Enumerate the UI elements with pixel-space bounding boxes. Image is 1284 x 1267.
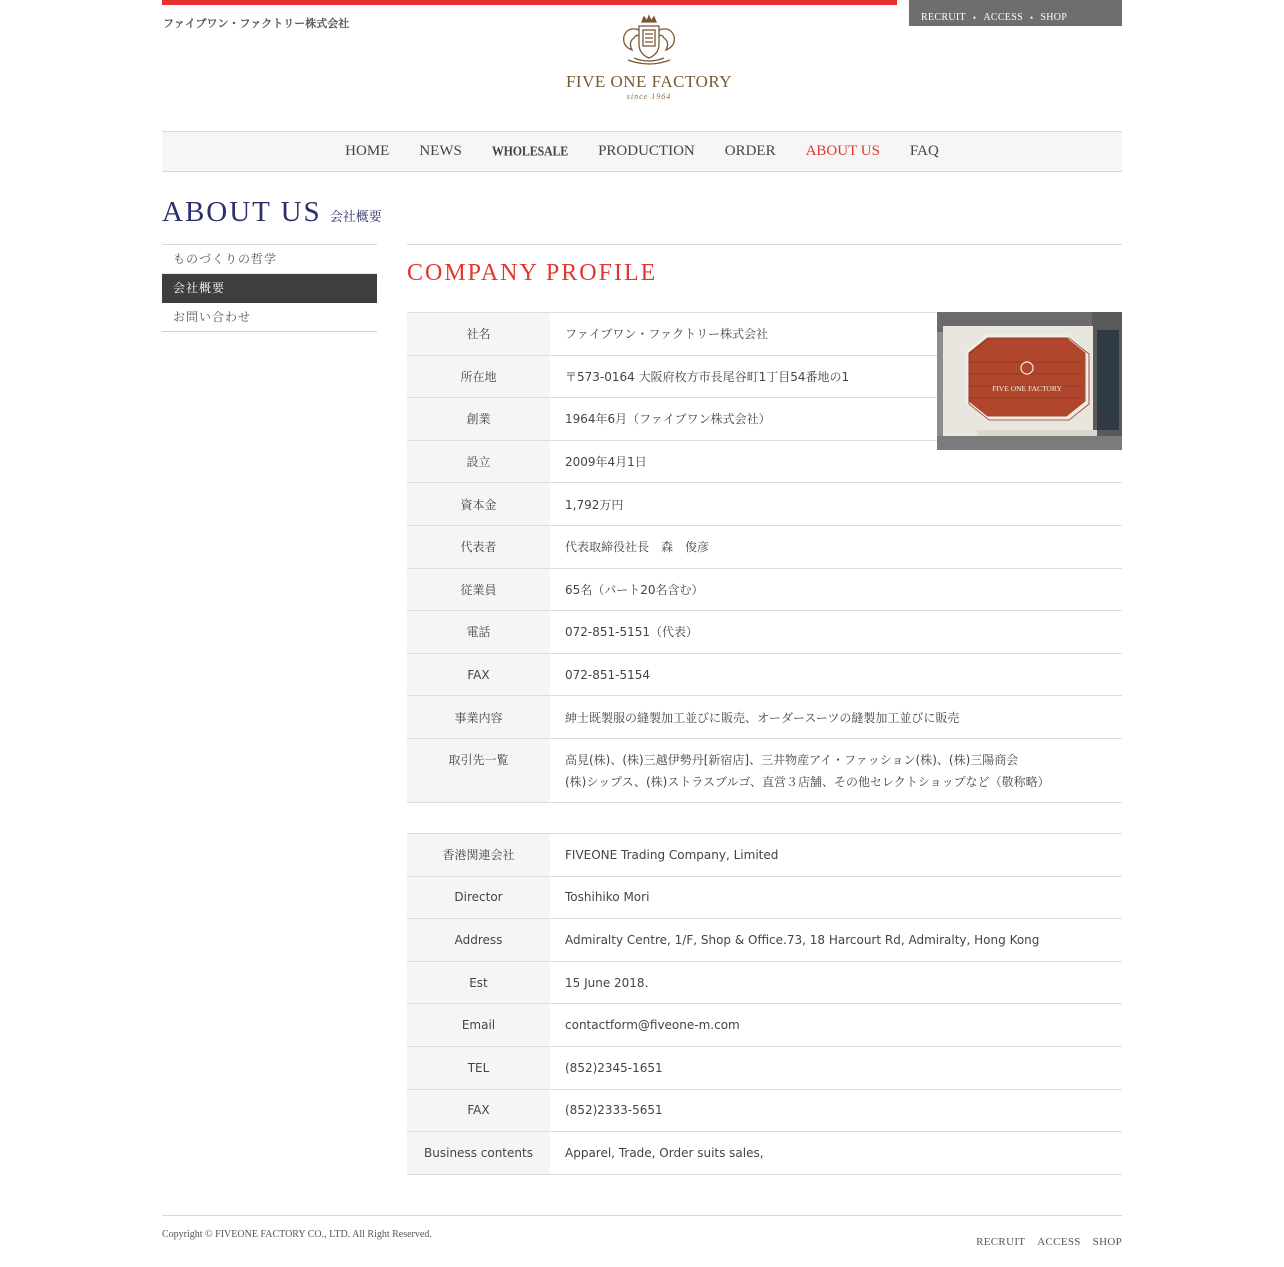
row-label: FAX <box>407 1089 550 1132</box>
row-label: 香港関連会社 <box>407 834 550 877</box>
row-label: 社名 <box>407 313 550 356</box>
row-label: 事業内容 <box>407 696 550 739</box>
table-row <box>407 696 1122 739</box>
table-row <box>407 568 1122 611</box>
row-value: FIVEONE Trading Company, Limited <box>550 834 1122 877</box>
row-value: (852)2333-5651 <box>550 1089 1122 1132</box>
sidebar-item-contact[interactable]: お問い合わせ <box>162 303 377 332</box>
row-value: 65名（パート20名含む） <box>550 568 1122 611</box>
footer-divider <box>162 1215 1122 1216</box>
table-row <box>407 919 1122 962</box>
row-label: 取引先一覧 <box>407 738 550 802</box>
logo-name: FIVE ONE FACTORY <box>565 72 733 91</box>
page-title-jp: 会社概要 <box>329 210 382 225</box>
nav-news[interactable]: NEWS <box>419 143 462 159</box>
table-row <box>407 1132 1122 1175</box>
table-row <box>407 876 1122 919</box>
row-value: 〒573-0164 大阪府枚方市長尾谷町1丁目54番地の1 <box>550 355 1122 398</box>
table-row <box>407 738 1122 802</box>
sign-text: FIVE ONE FACTORY <box>992 384 1062 393</box>
row-label: 電話 <box>407 611 550 654</box>
top-link-recruit[interactable]: RECRUIT <box>921 12 966 23</box>
row-label: 設立 <box>407 440 550 483</box>
copyright: Copyright © FIVEONE FACTORY CO., LTD. All Right Reserved. <box>162 1229 432 1240</box>
row-label: 資本金 <box>407 483 550 526</box>
nav-home[interactable]: HOME <box>345 143 390 159</box>
row-value: 紳士既製服の縫製加工並びに販売、オーダースーツの縫製加工並びに販売 <box>550 696 1122 739</box>
sidebar-nav <box>162 244 377 332</box>
row-label: Director <box>407 876 550 919</box>
top-red-bar <box>162 0 897 5</box>
footer-link-shop[interactable]: SHOP <box>1092 1236 1122 1248</box>
top-link-shop[interactable]: SHOP <box>1040 12 1068 23</box>
site-logo[interactable] <box>562 14 736 104</box>
sidebar-item-company-overview[interactable]: 会社概要 <box>162 274 377 303</box>
table-row <box>407 483 1122 526</box>
table-row <box>407 611 1122 654</box>
building-sign-image <box>937 312 1122 450</box>
footer-link-access[interactable]: ACCESS <box>1037 1236 1081 1248</box>
page-title-en: ABOUT US <box>162 196 322 228</box>
separator-dot: • <box>1029 13 1034 23</box>
footer-links <box>976 1236 1122 1248</box>
row-label: Email <box>407 1004 550 1047</box>
row-label: 従業員 <box>407 568 550 611</box>
row-value: Apparel, Trade, Order suits sales, <box>550 1132 1122 1175</box>
row-value: contactform@fiveone-m.com <box>550 1004 1122 1047</box>
row-label: Business contents <box>407 1132 550 1175</box>
row-label: 所在地 <box>407 355 550 398</box>
section-heading: COMPANY PROFILE <box>407 260 658 286</box>
crest-icon <box>614 14 684 70</box>
row-value: 代表取締役社長 森 俊彦 <box>550 525 1122 568</box>
page-title <box>162 196 382 229</box>
table-row <box>407 1004 1122 1047</box>
row-value: 072-851-5154 <box>550 653 1122 696</box>
nav-about-us[interactable]: ABOUT US <box>805 143 880 159</box>
row-label: FAX <box>407 653 550 696</box>
nav-faq[interactable]: FAQ <box>909 143 939 159</box>
table-row <box>407 1046 1122 1089</box>
table-row <box>407 525 1122 568</box>
row-value: 15 June 2018. <box>550 961 1122 1004</box>
row-label: Address <box>407 919 550 962</box>
row-value: Toshihiko Mori <box>550 876 1122 919</box>
top-link-access[interactable]: ACCESS <box>983 12 1023 23</box>
row-value <box>550 738 1122 802</box>
table-row <box>407 1089 1122 1132</box>
nav-wholesale[interactable]: WHOLESALE <box>491 142 569 159</box>
row-value: 1964年6月（ファイブワン株式会社） <box>550 398 1122 441</box>
clients-line-1: 高見(株)、(株)三越伊勢丹[新宿店]、三井物産アイ・ファッション(株)、(株)三陽商会 <box>565 752 1019 767</box>
row-value: ファイブワン・ファクトリー株式会社 <box>550 313 1122 356</box>
sidebar-item-philosophy[interactable]: ものづくりの哲学 <box>162 245 377 274</box>
nav-production[interactable]: PRODUCTION <box>598 143 695 159</box>
global-nav <box>162 131 1122 172</box>
row-value: (852)2345-1651 <box>550 1046 1122 1089</box>
building-sign-photo <box>937 312 1122 450</box>
table-row <box>407 653 1122 696</box>
row-value: 2009年4月1日 <box>550 440 1122 483</box>
row-label: Est <box>407 961 550 1004</box>
company-name-jp: ファイブワン・ファクトリー株式会社 <box>163 17 350 30</box>
row-label: 代表者 <box>407 525 550 568</box>
hongkong-affiliate-table <box>407 833 1122 1175</box>
row-value: 072-851-5151（代表） <box>550 611 1122 654</box>
logo-since: since 1964 <box>626 92 672 101</box>
row-value: 1,792万円 <box>550 483 1122 526</box>
clients-line-2: (株)シップス、(株)ストラスブルゴ、直営３店舗、その他セレクトショップなど（敬称略） <box>565 774 1050 789</box>
row-value: Admiralty Centre, 1/F, Shop & Office.73, 18 Harcourt Rd, Admiralty, Hong Kong <box>550 919 1122 962</box>
separator-dot: • <box>972 13 977 23</box>
top-links <box>909 0 1122 26</box>
nav-order[interactable]: ORDER <box>724 143 776 159</box>
main-content <box>407 244 1122 312</box>
table-row <box>407 961 1122 1004</box>
row-label: TEL <box>407 1046 550 1089</box>
table-row <box>407 834 1122 877</box>
row-label: 創業 <box>407 398 550 441</box>
footer-link-recruit[interactable]: RECRUIT <box>976 1236 1026 1248</box>
